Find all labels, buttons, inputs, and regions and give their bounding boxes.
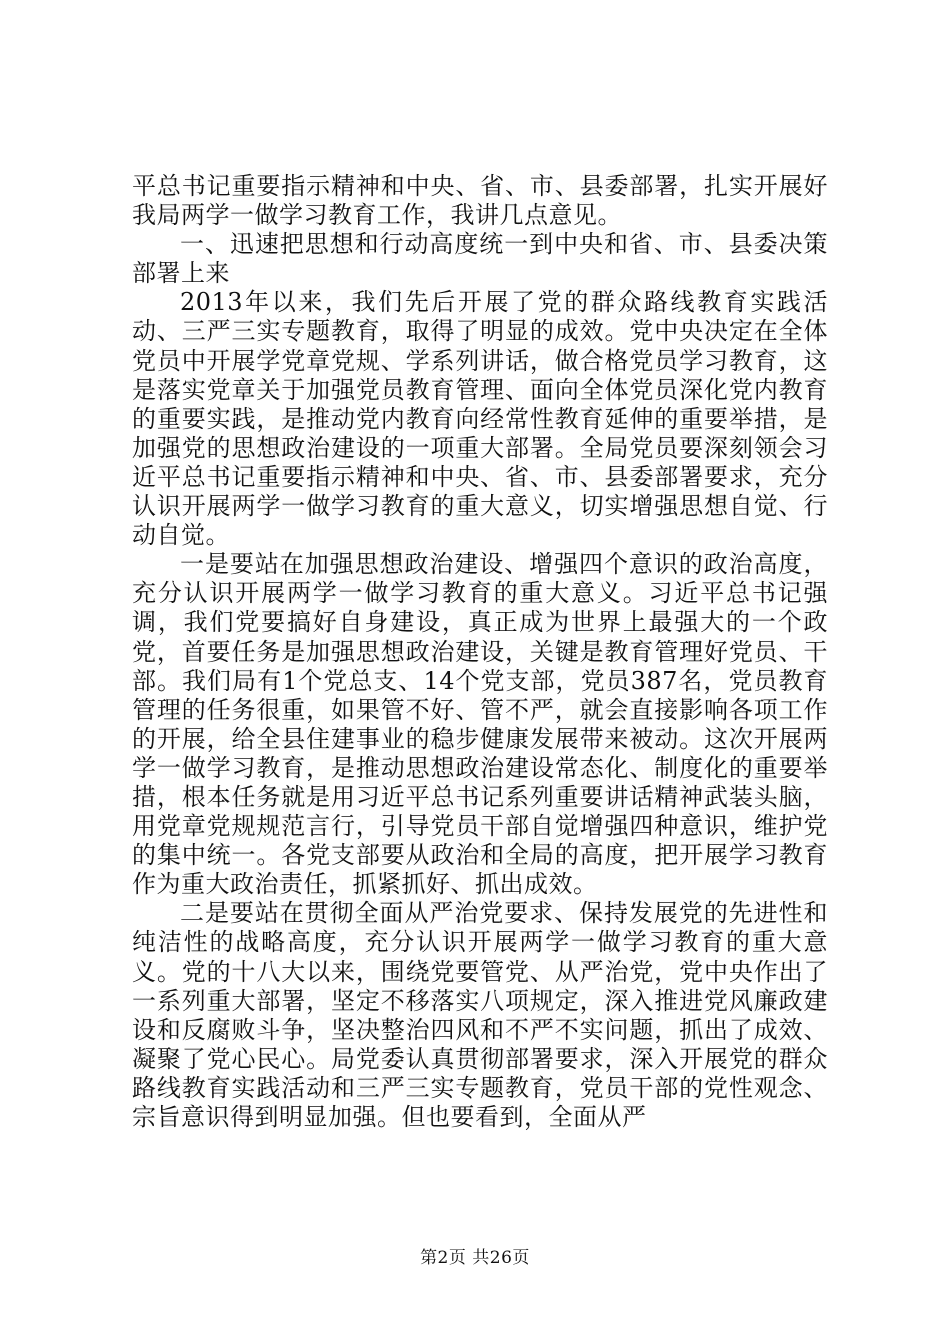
paragraph-point-two: 二是要站在贯彻全面从严治党要求、保持发展党的先进性和纯洁性的战略高度，充分认识开展两学一做学习教育的重大意义。党的十八大以来，围绕党要管党、从严治党，党中央作出了一系列重大部署，坚定不移落实八项规定，深入推进党风廉政建设和反腐败斗争，坚决整治四风和不严不实问题，抓出了成效、凝聚了党心民心。局党委认真贯彻部署要求，深入开展党的群众路线教育实践活动和三严三实专题教育，党员干部的党性观念、宗旨意识得到明显加强。但也要看到，全面从严 <box>132 899 828 1131</box>
paragraph-point-one: 一是要站在加强思想政治建设、增强四个意识的政治高度，充分认识开展两学一做学习教育的重大意义。习近平总书记强调，我们党要搞好自身建设，真正成为世界上最强大的一个政党，首要任务是加强思想政治建设，关键是教育管理好党员、干部。我们局有1个党总支、14个党支部，党员387名，党员教育管理的任务很重，如果管不好、管不严，就会直接影响各项工作的开展，给全县住建事业的稳步健康发展带来被动。这次开展两学一做学习教育，是推动思想政治建设常态化、制度化的重要举措，根本任务就是用习近平总书记系列重要讲话精神武装头脑，用党章党规规范言行，引导党员干部自觉增强四种意识，维护党的集中统一。各党支部要从政治和全局的高度，把开展学习教育作为重大政治责任，抓紧抓好、抓出成效。 <box>132 550 828 899</box>
paragraph-2013: 2013年以来，我们先后开展了党的群众路线教育实践活动、三严三实专题教育，取得了明显的成效。党中央决定在全体党员中开展学党章党规、学系列讲话，做合格党员学习教育，这是落实党章关于加强党员教育管理、面向全体党员深化党内教育的重要实践，是推动党内教育向经常性教育延伸的重要举措，是加强党的思想政治建设的一项重大部署。全局党员要深刻领会习近平总书记重要指示精神和中央、省、市、县委部署要求，充分认识开展两学一做学习教育的重大意义，切实增强思想自觉、行动自觉。 <box>132 288 828 550</box>
page-number-footer: 第2页 共26页 <box>420 1248 530 1268</box>
paragraph-intro-continuation: 平总书记重要指示精神和中央、省、市、县委部署，扎实开展好我局两学一做学习教育工作，我讲几点意见。 <box>132 172 828 230</box>
section-heading-1: 一、迅速把思想和行动高度统一到中央和省、市、县委决策部署上来 <box>132 230 828 288</box>
document-body <box>132 172 828 1132</box>
